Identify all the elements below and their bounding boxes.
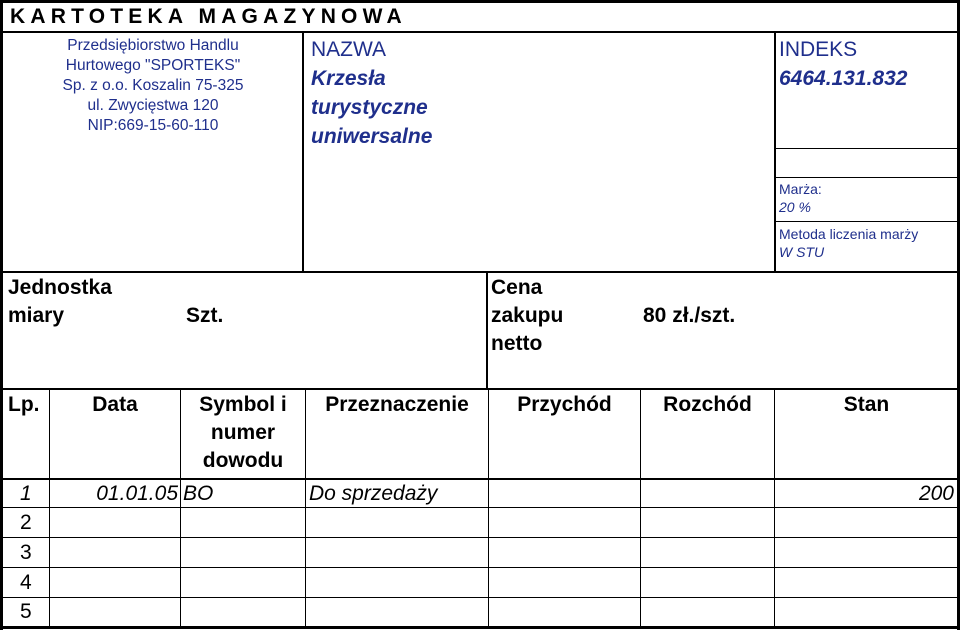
cena-label-line-1: Cena: [491, 276, 543, 299]
jednostka-label-line-2: miary: [8, 304, 65, 327]
indeks-block: [779, 35, 907, 93]
nazwa-line-2: turystyczne: [311, 96, 428, 119]
nazwa-line-1: Krzesła: [311, 67, 386, 90]
marza-label: Marża:: [779, 181, 822, 197]
metoda-block: [779, 225, 918, 261]
header-symbol-line-3: dowodu: [202, 449, 284, 472]
nazwa-label: NAZWA: [311, 38, 387, 61]
cena-label: [491, 274, 563, 358]
row-1-data: 01.01.05: [96, 482, 178, 505]
header-symbol-line-2: numer: [210, 421, 276, 444]
header-symbol: [181, 391, 305, 475]
company-line-4: ul. Zwycięstwa 120: [87, 97, 219, 114]
cena-label-line-3: netto: [491, 332, 543, 355]
header-stan: Stan: [843, 393, 890, 416]
cena-label-line-2: zakupu: [491, 304, 564, 327]
header-data: Data: [92, 393, 138, 416]
product-name-block: [311, 35, 432, 151]
cena-value: 80 zł./szt.: [643, 304, 736, 327]
header-rozchod: Rozchód: [663, 393, 752, 416]
company-line-3: Sp. z o.o. Koszalin 75-325: [62, 77, 244, 94]
jednostka-label: [8, 274, 112, 330]
row-3-lp: 3: [20, 541, 32, 564]
row-1-symbol: BO: [183, 482, 214, 505]
row-5-lp: 5: [20, 600, 32, 623]
header-przychod: Przychód: [517, 393, 612, 416]
marza-block: [779, 180, 822, 216]
jednostka-value: Szt.: [186, 304, 224, 327]
header-przeznaczenie: Przeznaczenie: [325, 393, 469, 416]
metoda-value: W STU: [779, 244, 825, 260]
row-1-stan: 200: [918, 482, 954, 505]
header-lp: Lp.: [8, 393, 40, 416]
company-line-5: NIP:669-15-60-110: [87, 117, 219, 134]
indeks-label: INDEKS: [779, 38, 858, 61]
company-line-2: Hurtowego "SPORTEKS": [65, 57, 241, 74]
company-info: [4, 36, 302, 136]
nazwa-line-3: uniwersalne: [311, 125, 433, 148]
row-1-lp: 1: [20, 482, 32, 505]
indeks-value: 6464.131.832: [779, 67, 908, 90]
row-4-lp: 4: [20, 571, 32, 594]
marza-value: 20 %: [779, 199, 811, 215]
company-line-1: Przedsiębiorstwo Handlu: [67, 37, 239, 54]
jednostka-label-line-1: Jednostka: [8, 276, 112, 299]
metoda-label: Metoda liczenia marży: [779, 226, 919, 242]
header-symbol-line-1: Symbol i: [199, 393, 287, 416]
row-1-przeznaczenie: Do sprzedaży: [309, 482, 438, 505]
page-title: KARTOTEKA MAGAZYNOWA: [10, 5, 407, 28]
row-2-lp: 2: [20, 511, 32, 534]
